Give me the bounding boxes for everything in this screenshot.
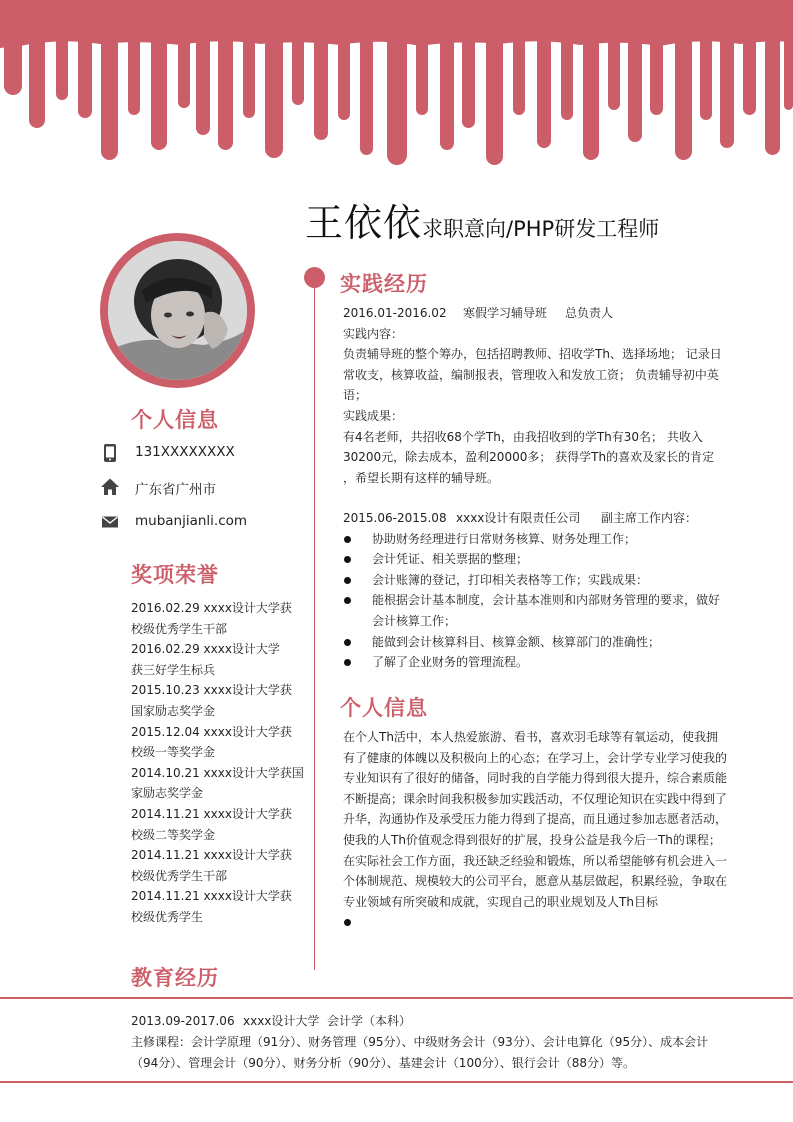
award-line: 2015.10.23 xxxx设计大学获 [131,683,292,698]
contact-address [100,477,280,499]
award-line: 2014.11.21 xxxx设计大学获 [131,889,292,904]
job-bullet: 协助财务经理进行日常财务核算、财务处理工作； [343,529,733,550]
award-line: 2015.12.04 xxxx设计大学获 [131,724,292,739]
award-line: 校级优秀学生干部 [131,621,228,636]
education-major: 会计学（本科） [327,1014,412,1028]
practice-title: 实践经历 [340,272,428,296]
timeline-line [314,286,315,970]
award-line: 获三好学生标兵 [131,662,216,677]
personal-info-title: 个人信息 [131,408,219,432]
timeline-dot [304,267,325,288]
awards-title: 奖项荣誉 [131,563,219,587]
job-bullet: 能根据会计基本制度，会计基本准则和内部财务管理的要求，做好 [343,590,733,611]
about-text [343,727,733,933]
award-line: 2016.02.29 xxxx设计大学 [131,642,280,657]
job-bullet: 能做到会计核算科目、核算金额、核算部门的准确性； [343,632,733,653]
email: mubanjianli.com [135,513,248,529]
job-line: 实践成果： [343,408,404,423]
dripping-header-decoration [0,0,793,170]
avatar [100,233,255,388]
courses-line: （94分）、管理会计（90分）、财务分析（90分）、基建会计（100分）、银行会计（88分）等。 [131,1056,635,1070]
job-period: 2016.01-2016.02 [343,306,447,320]
education-period: 2013.09-2017.06 [131,1014,235,1028]
award-line: 校级优秀学生干部 [131,868,228,883]
job-line: 常收支，核算收益，编制报表，管理收入和发放工资； 负责辅导初中英 [343,367,719,382]
job-line: 实践内容： [343,326,404,341]
address: 广东省广州市 [135,482,216,498]
job-bullet: 会计凭证、相关票据的整理； [343,549,733,570]
about-line: 使我的人Th价值观念得到很好的扩展，投身公益是我今后一Th的课程； [343,832,721,847]
education-school: xxxx设计大学 [243,1014,320,1028]
award-line: 2014.11.21 xxxx设计大学获 [131,806,292,821]
education-bottom-rule [0,1081,793,1083]
award-line: 校级二等奖学金 [131,827,216,842]
award-line: 2016.02.29 xxxx设计大学获 [131,601,292,615]
about-line: 有了健康的体魄以及积极向上的心态；在学习上，会计学专业学习使我的 [343,750,728,765]
job-header [343,303,733,324]
job-org: 寒假学习辅导班 [463,306,548,320]
job-bullet: 会计账簿的登记，打印相关表格等工作；实践成果： [343,570,733,591]
about-line: 在个人Th活中，本人热爱旅游、看书，喜欢羽毛球等有氧运动，使我拥 [343,730,718,744]
practice-job-2 [343,508,733,673]
about-line: 升华，沟通协作及承受压力能力得到了提高，而且通过参加志愿者活动， [343,812,728,827]
job-bullet: 了解了企业财务的管理流程。 [343,652,733,673]
job-period: 2015.06-2015.08 [343,511,447,525]
about-line: 专业知识有了很好的储备，同时我的自学能力得到很大提升，综合素质能 [343,771,728,786]
about-line: 个体制规范、规模较大的公司平台，愿意从基层做起，积累经验，争取在 [343,874,728,889]
job-line: ，希望长期有这样的辅导班。 [343,470,500,485]
about-line: 不断提高；课余时间我积极参加实践活动，不仅理论知识在实践中得到了 [343,791,728,806]
award-line: 家励志奖学金 [131,786,204,801]
phone-number: 131XXXXXXXX [135,444,235,460]
about-title: 个人信息 [340,696,428,720]
about-line: 专业领域有所突破和成就，实现自己的职业规划及人Th目标 [343,894,658,909]
education-header [131,1011,741,1032]
home-icon [100,477,120,497]
contact-phone [100,443,280,465]
education-details [131,1011,741,1074]
job-line: 负责辅导班的整个筹办，包括招聘教师、招收学Th、选择场地； 记录日 [343,347,722,362]
candidate-name: 王依依 [305,201,423,245]
education-title: 教育经历 [131,966,219,990]
job-header [343,508,733,529]
job-org: xxxx设计有限责任公司 [456,511,581,525]
job-line: 语； [343,388,368,403]
job-role: 总负责人 [565,306,614,320]
name-header [305,192,659,247]
empty-bullet [343,912,733,933]
job-line: 有4名老师，共招收68个学Th，由我招收到的学Th有30名； 共收入 [343,429,703,444]
profile-photo [108,241,247,380]
award-line: 2014.11.21 xxxx设计大学获 [131,848,292,863]
about-line: 在实际社会工作方面，我还缺乏经验和锻炼，所以希望能够有机会进入一 [343,853,728,868]
award-line: 2014.10.21 xxxx设计大学获国 [131,765,304,780]
practice-job-1 [343,303,733,488]
job-bullet-continued: 会计核算工作； [372,613,457,628]
job-line: 30200元，除去成本，盈利20000多； 获得学Th的喜欢及家长的肯定 [343,450,715,465]
award-line: 国家励志奖学金 [131,703,216,718]
award-line: 校级优秀学生 [131,909,204,924]
courses-line: 主修课程：会计学原理（91分）、财务管理（95分）、中级财务会计（93分）、会计电算化（95分）、成本会计 [131,1035,709,1049]
contact-email [100,512,280,534]
awards-list [131,598,304,928]
phone-icon [100,443,120,463]
education-top-rule [0,997,793,999]
job-intent: 求职意向/PHP研发工程师 [422,217,660,241]
award-line: 校级一等奖学金 [131,745,216,760]
mail-icon [100,512,120,532]
job-role: 副主席工作内容： [601,511,698,525]
